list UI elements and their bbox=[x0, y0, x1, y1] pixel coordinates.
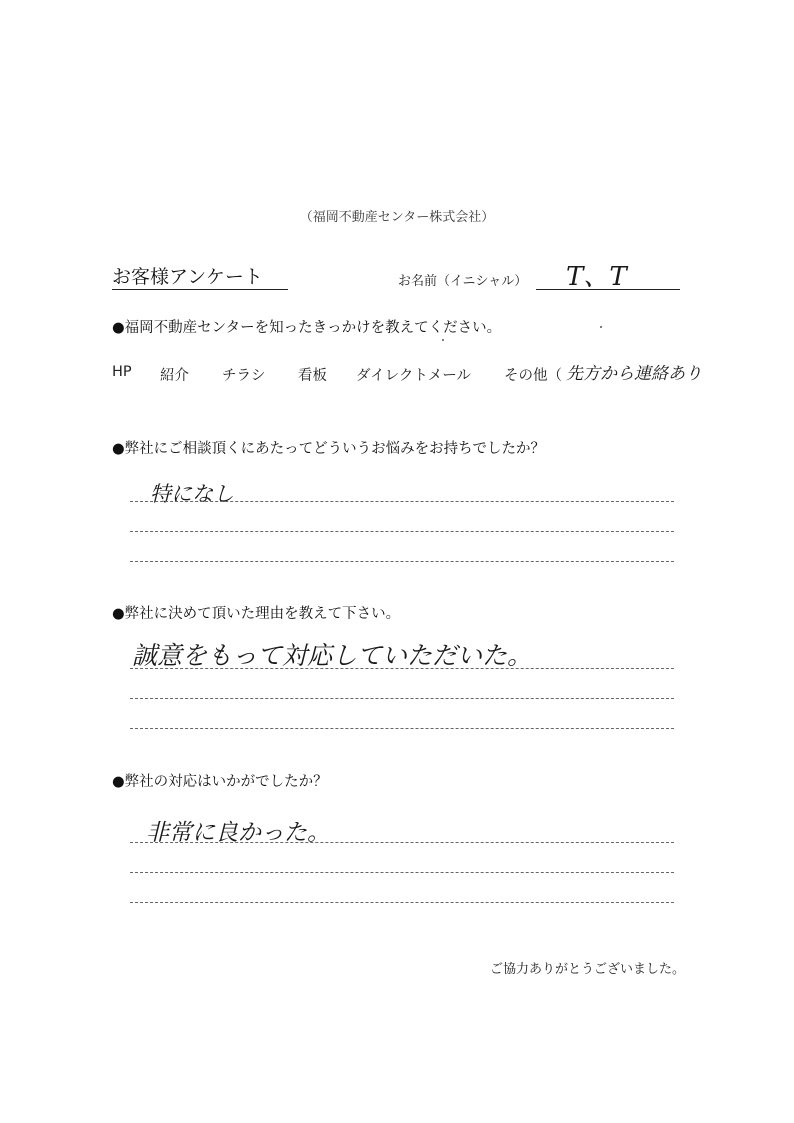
title-underline bbox=[112, 289, 288, 290]
q1-answer: 先方から連絡あり bbox=[566, 364, 702, 384]
q3-line-3 bbox=[130, 728, 674, 729]
option-direct-mail: ダイレクトメール bbox=[356, 368, 471, 384]
survey-title: お客様アンケート bbox=[112, 266, 263, 288]
stray-mark bbox=[600, 326, 602, 328]
q3-line-1 bbox=[130, 668, 674, 669]
closing-message: ご協力ありがとうございました。 bbox=[490, 962, 686, 977]
q3-question: ●弊社に決めて頂いた理由を教えて下さい。 bbox=[112, 606, 401, 622]
stray-mark bbox=[442, 339, 444, 341]
q4-answer: 非常に良かった。 bbox=[146, 820, 330, 846]
q4-line-3 bbox=[130, 902, 674, 903]
option-flyer: チラシ bbox=[222, 368, 266, 384]
option-signboard: 看板 bbox=[298, 368, 327, 384]
q2-line-3 bbox=[130, 561, 674, 562]
name-underline bbox=[536, 289, 680, 290]
q4-line-2 bbox=[130, 872, 674, 873]
company-name: （福岡不動産センター株式会社） bbox=[299, 210, 495, 225]
option-referral: 紹介 bbox=[160, 368, 189, 384]
option-other: その他（ bbox=[504, 368, 562, 384]
q3-answer: 誠意をもって対応していただいた。 bbox=[132, 641, 533, 670]
q2-question: ●弊社にご相談頂くにあたってどういうお悩みをお持ちでしたか？ bbox=[112, 441, 546, 457]
q2-line-1 bbox=[130, 501, 674, 502]
q2-answer: 特になし bbox=[150, 482, 234, 506]
q2-line-2 bbox=[130, 531, 674, 532]
q4-question: ●弊社の対応はいかがでしたか？ bbox=[112, 774, 328, 790]
q3-line-2 bbox=[130, 698, 674, 699]
name-label: お名前（イニシャル） bbox=[398, 274, 528, 289]
q1-question: ●福岡不動産センターを知ったきっかけを教えてください。 bbox=[112, 320, 502, 336]
option-hp: HP bbox=[112, 364, 132, 380]
q4-line-1 bbox=[130, 842, 674, 843]
name-answer: T、T bbox=[566, 262, 627, 292]
